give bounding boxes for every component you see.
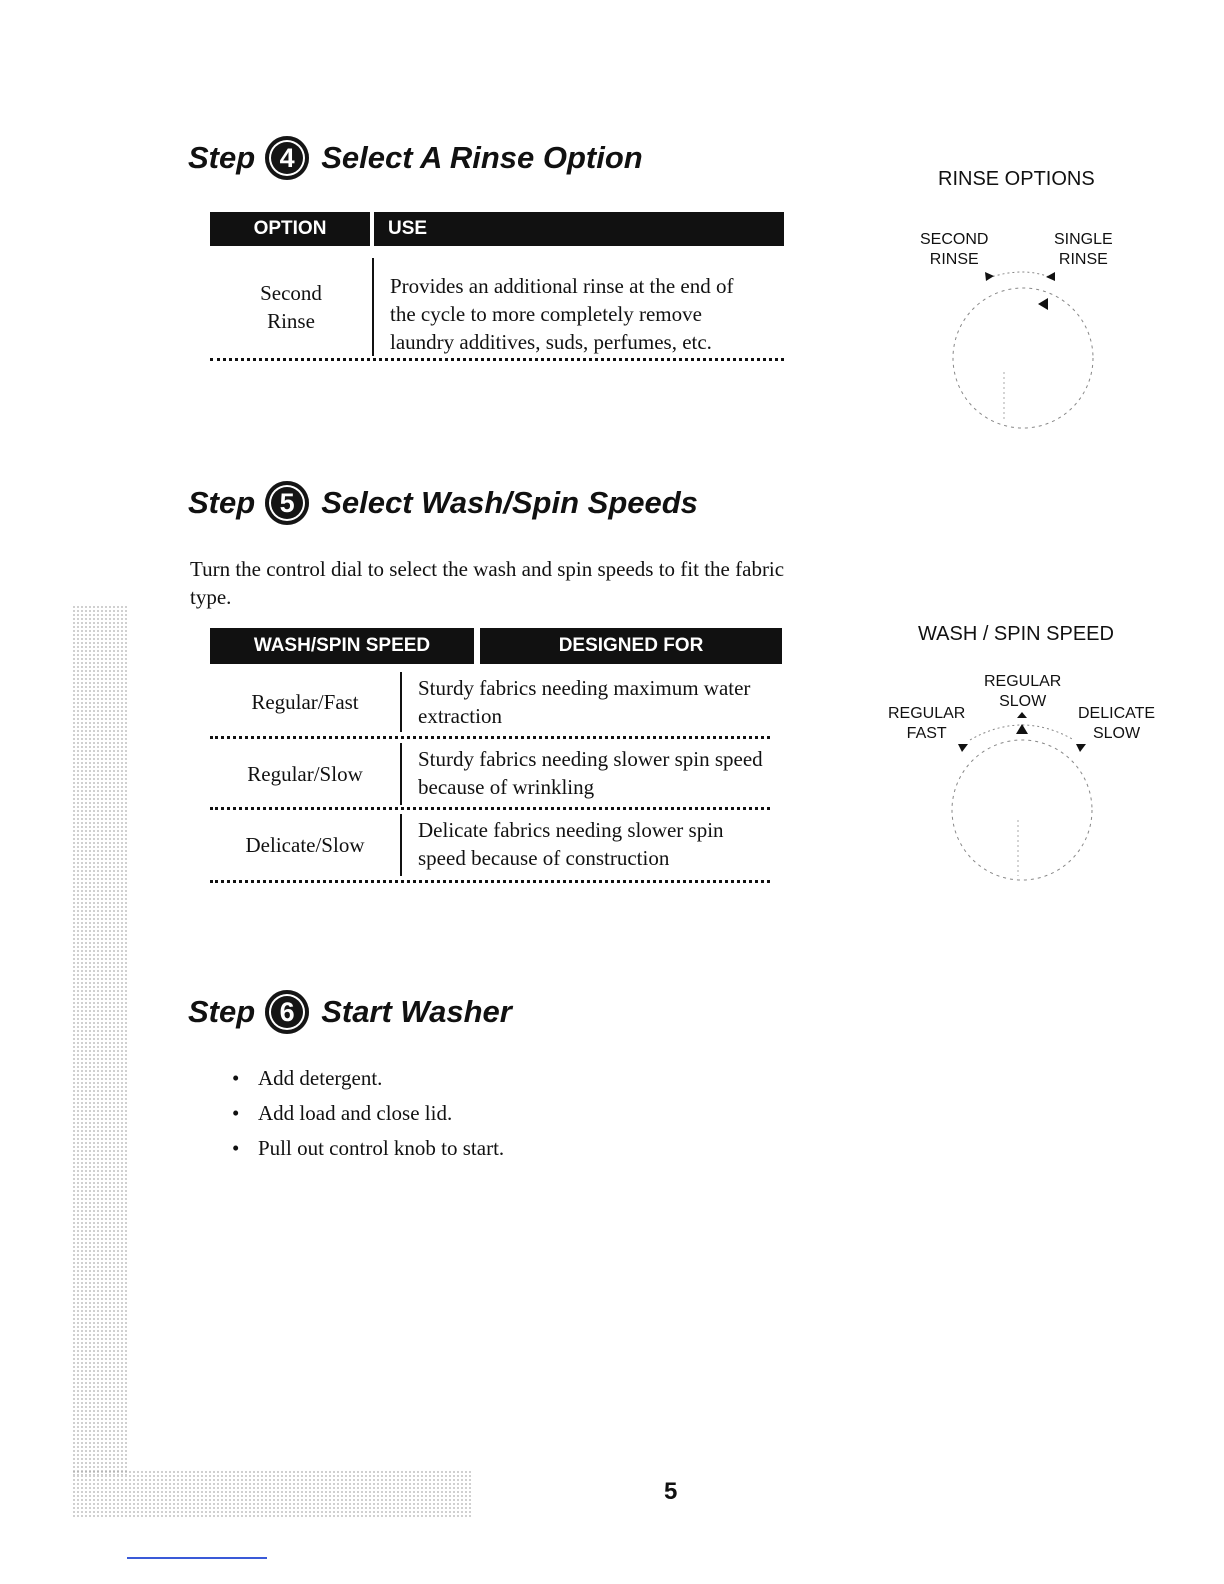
step-4-title: Select A Rinse Option (321, 140, 643, 175)
dial-label-regular-fast: REGULAR FAST (888, 705, 966, 742)
dial-label-second-rinse: SECOND RINSE (920, 231, 989, 268)
dial-label-regular-slow: REGULAR SLOW (984, 673, 1062, 710)
table-row (210, 739, 770, 810)
dial-label-single-rinse: SINGLE RINSE (1054, 231, 1113, 268)
list-item-text: Add load and close lid. (258, 1101, 453, 1125)
step-6-title: Start Washer (321, 994, 512, 1029)
table-row (210, 810, 770, 883)
designed-for-cell: Delicate fabrics needing slower spin speed because of construction (418, 818, 724, 870)
table-row (210, 672, 770, 739)
step-4-heading (188, 136, 643, 180)
dial-label-delicate-slow: DELICATE SLOW (1078, 705, 1156, 742)
rinse-option-cell: Second Rinse (210, 258, 374, 356)
rinse-table-row (210, 258, 784, 361)
bullet-icon: • (232, 1136, 240, 1160)
step-4-word: Step (188, 140, 256, 175)
scan-texture-left (72, 605, 128, 1475)
rinse-options-dial-icon (940, 262, 1110, 437)
rinse-options-label: RINSE OPTIONS (938, 168, 1095, 190)
rinse-option-table (210, 212, 784, 361)
start-washer-list (232, 1064, 504, 1169)
step-5-title: Select Wash/Spin Speeds (321, 485, 698, 520)
step-6-number-badge: 6 (265, 990, 309, 1034)
rinse-use-cell: Provides an additional rinse at the end of the cycle to more completely remove laundry additives, suds, perfumes, etc. (390, 274, 734, 354)
wash-spin-table-header (210, 628, 782, 664)
step-4-number-badge: 4 (265, 136, 309, 180)
wash-header-speed: WASH/SPIN SPEED (210, 628, 474, 664)
page-number: 5 (664, 1478, 678, 1505)
step-5-word: Step (188, 485, 256, 520)
step-6-heading (188, 990, 512, 1034)
step-5-intro: Turn the control dial to select the wash and spin speeds to fit the fabric type. (190, 557, 785, 609)
bullet-icon: • (232, 1101, 240, 1125)
list-item-text: Add detergent. (258, 1066, 383, 1090)
list-item (232, 1099, 504, 1127)
step-5-heading (188, 481, 698, 525)
list-item (232, 1134, 504, 1162)
bottom-link-underline (127, 1557, 267, 1559)
scan-texture-bottom (72, 1470, 472, 1518)
step-5-number-badge: 5 (265, 481, 309, 525)
bullet-icon: • (232, 1066, 240, 1090)
speed-cell: Regular/Slow (210, 743, 402, 805)
step-6-word: Step (188, 994, 256, 1029)
designed-for-cell: Sturdy fabrics needing maximum water extraction (418, 676, 751, 728)
list-item-text: Pull out control knob to start. (258, 1136, 505, 1160)
speed-cell: Regular/Fast (210, 672, 402, 732)
speed-cell: Delicate/Slow (210, 814, 402, 876)
wash-spin-table (210, 628, 782, 883)
designed-for-cell: Sturdy fabrics needing slower spin speed because of wrinkling (418, 747, 763, 799)
rinse-header-option: OPTION (210, 212, 370, 246)
wash-spin-speed-dial-icon (940, 710, 1110, 890)
list-item (232, 1064, 504, 1092)
wash-header-designed-for: DESIGNED FOR (480, 628, 782, 664)
wash-spin-speed-label: WASH / SPIN SPEED (918, 623, 1114, 645)
rinse-table-header (210, 212, 784, 246)
rinse-header-use: USE (374, 212, 784, 246)
